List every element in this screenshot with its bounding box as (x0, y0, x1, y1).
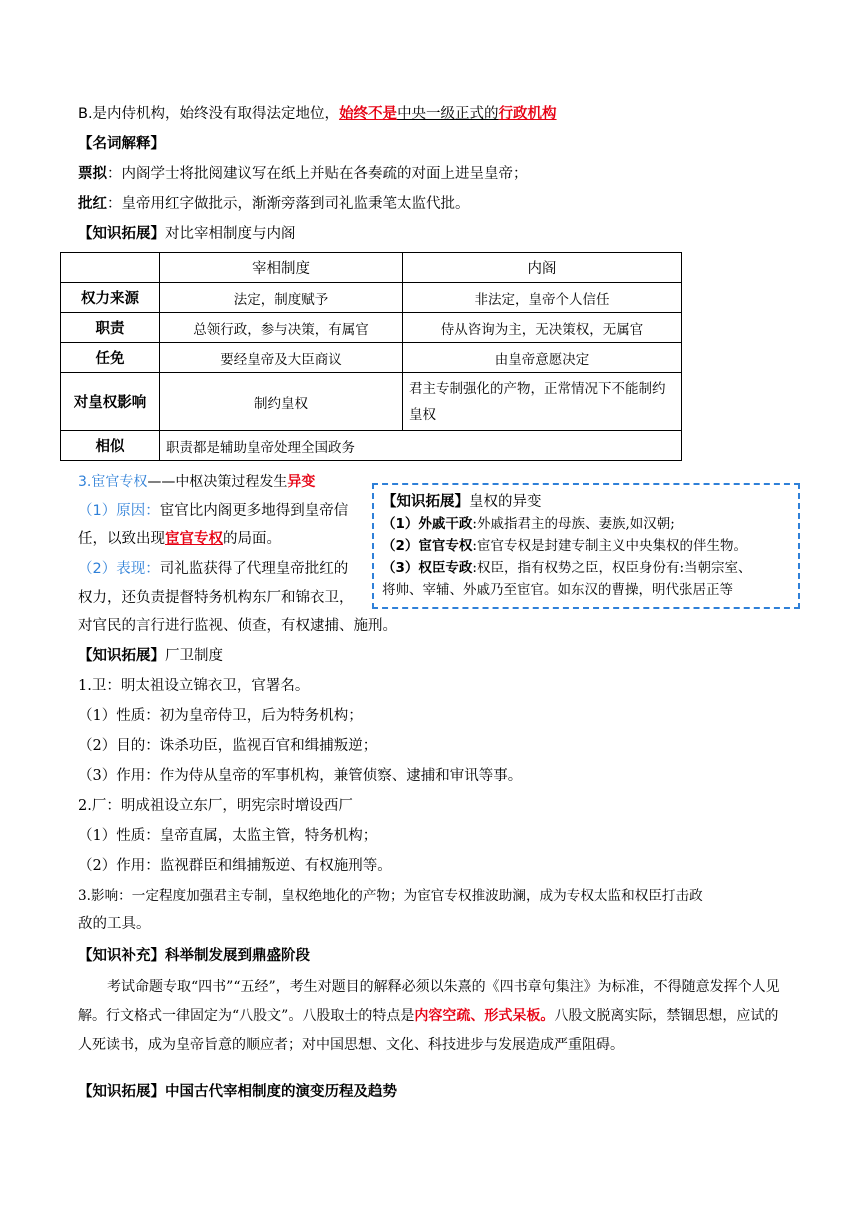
keju-heading-tag: 【知识补充】 (78, 948, 165, 964)
eunuch-cause-text-2: 任，以致出现 (78, 531, 165, 547)
keju-heading (78, 946, 310, 966)
evolution-heading-text: 中国古代宰相制度的演变历程及趋势 (165, 1084, 397, 1100)
table-row (61, 373, 682, 431)
box-item-label: （3）权臣专政 (382, 560, 473, 576)
box-title (382, 491, 790, 513)
table-row-label: 相似 (61, 431, 160, 461)
changwei-line: （1）性质：初为皇帝侍卫，后为特务机构； (78, 708, 363, 724)
eunuch-title (78, 472, 315, 492)
changwei-line: 3.影响：一定程度加强君主专制，皇权绝地化的产物；为宦官专权推波助澜，成为专权太监和权臣打击政 (78, 888, 703, 904)
table-header-cabinet: 内阁 (403, 253, 682, 283)
line-b-emphasis-2: 行政机构 (498, 106, 557, 122)
table-row (61, 431, 682, 461)
compare-heading (78, 224, 296, 244)
evolution-heading-tag: 【知识拓展】 (78, 1084, 165, 1100)
table-row-label: 职责 (61, 313, 160, 343)
box-item-label: （2）宦官专权 (382, 538, 473, 554)
box-item-text: :外戚指君主的母族、妻族,如汉朝; (472, 516, 675, 532)
eunuch-title-label: 3.宦官专权 (78, 474, 148, 490)
box-item (382, 579, 790, 601)
term-pihong-label: 批红 (78, 196, 107, 212)
box-item (382, 557, 790, 579)
box-item-text: :宦官专权是封建专制主义中央集权的伴生物。 (472, 538, 747, 554)
table-row-label: 对皇权影响 (61, 373, 160, 431)
changwei-heading (78, 646, 223, 666)
evolution-heading (78, 1082, 397, 1102)
table-row (61, 283, 682, 313)
eunuch-cause-line-2 (78, 527, 281, 551)
changwei-line: （2）作用：监视群臣和缉捕叛逆、有权施刑等。 (78, 858, 392, 874)
term-pihong (78, 194, 470, 214)
eunuch-cause-line-1 (78, 499, 348, 523)
keju-paragraph (78, 973, 784, 1060)
eunuch-show-text: 司礼监获得了代理皇帝批红的 (159, 561, 349, 577)
table-cell: 法定，制度赋予 (160, 283, 403, 313)
changwei-line: 敌的工具。 (78, 916, 151, 932)
comparison-table (60, 252, 682, 461)
eunuch-title-emphasis: 异变 (287, 474, 316, 490)
table-cell: 侍从咨询为主，无决策权，无属官 (403, 313, 682, 343)
changwei-line: 2.厂：明成祖设立东厂，明宪宗时增设西厂 (78, 798, 353, 814)
eunuch-show-label: （2）表现： (78, 561, 160, 577)
imperial-power-box (372, 483, 800, 609)
keju-heading-text: 科举制发展到鼎盛阶段 (165, 948, 310, 964)
changwei-line: （3）作用：作为侍从皇帝的军事机构，兼管侦察、逮捕和审讯等事。 (78, 768, 523, 784)
eunuch-cause-emphasis: 宦官专权 (165, 531, 223, 547)
table-cell: 君主专制强化的产物，正常情况下不能制约皇权 (403, 373, 682, 431)
table-cell: 非法定，皇帝个人信任 (403, 283, 682, 313)
line-b-text: B.是内侍机构，始终没有取得法定地位， (78, 106, 340, 122)
term-piaoni-label: 票拟 (78, 166, 107, 182)
keju-paragraph-text: 考试命题专取“四书”“五经”，考生对题目的解释必须以朱熹的《四书章句集注》为标准，不得随意发挥个人见解。行文格式一律固定为“八股文”。八股取士的特点是 (78, 979, 780, 1024)
changwei-line: （2）目的：诛杀功臣，监视百官和缉捕叛逆； (78, 738, 378, 754)
keju-emphasis-1: 内容空疏 (414, 1008, 471, 1024)
changwei-heading-tag: 【知识拓展】 (78, 648, 165, 664)
table-header-row (61, 253, 682, 283)
keju-paragraph-text-2: 八股文脱离实际，禁锢思想，应试的人死读书，成为皇帝旨意的顺应者；对中国思想、文化、科技进步与发展造成严重阻碍。 (78, 1008, 779, 1053)
box-item-text: :权臣，指有权势之臣，权臣身份有:当朝宗室、 (472, 560, 752, 576)
line-b (78, 104, 557, 124)
compare-heading-tag: 【知识拓展】 (78, 226, 165, 242)
eunuch-show-line-1 (78, 557, 348, 581)
box-title-tag: 【知识拓展】 (382, 494, 469, 510)
table-header-blank (61, 253, 160, 283)
table-cell: 要经皇帝及大臣商议 (160, 343, 403, 373)
term-heading: 【名词解释】 (78, 136, 165, 152)
table-cell-merged: 职责都是辅助皇帝处理全国政务 (160, 431, 682, 461)
term-piaoni-text: ：内阁学士将批阅建议写在纸上并贴在各奏疏的对面上进呈皇帝； (107, 166, 528, 182)
changwei-line: 1.卫：明太祖设立锦衣卫，官署名。 (78, 678, 310, 694)
eunuch-cause-text: 宦官比内阁更多地得到皇帝信 (159, 503, 349, 519)
keju-separator: 、 (470, 1008, 485, 1024)
line-b-mid: 中央一级正式的 (397, 106, 499, 122)
term-piaoni (78, 164, 528, 184)
line-b-emphasis-1: 始终不是 (339, 106, 398, 122)
table-row-label: 权力来源 (61, 283, 160, 313)
table-row-label: 任免 (61, 343, 160, 373)
table-cell: 制约皇权 (160, 373, 403, 431)
table-cell: 总领行政，参与决策，有属官 (160, 313, 403, 343)
box-item-label: （1）外戚干政 (382, 516, 473, 532)
table-cell: 由皇帝意愿决定 (403, 343, 682, 373)
eunuch-cause-label: （1）原因： (78, 503, 160, 519)
eunuch-show-line-3: 对官民的言行进行监视、侦查，有权逮捕、施刑。 (78, 618, 397, 634)
table-header-prime-minister: 宰相制度 (160, 253, 403, 283)
table-row (61, 313, 682, 343)
changwei-heading-text: 厂卫制度 (165, 648, 223, 664)
eunuch-show-line-2: 权力，还负责提督特务机构东厂和锦衣卫， (78, 590, 354, 606)
box-item (382, 513, 790, 535)
table-row (61, 343, 682, 373)
eunuch-cause-end: 的局面。 (223, 531, 281, 547)
term-pihong-text: ：皇帝用红字做批示，渐渐旁落到司礼监秉笔太监代批。 (107, 196, 470, 212)
box-item (382, 535, 790, 557)
changwei-line: （1）性质：皇帝直属，太监主管，特务机构； (78, 828, 378, 844)
box-item-text: 将帅、宰辅、外戚乃至宦官。如东汉的曹操，明代张居正等 (382, 582, 733, 598)
box-title-text: 皇权的异变 (469, 494, 542, 510)
keju-emphasis-2: 形式呆板。 (484, 1008, 555, 1024)
compare-heading-text: 对比宰相制度与内阁 (165, 226, 296, 242)
eunuch-title-text: ——中枢决策过程发生 (147, 474, 288, 490)
